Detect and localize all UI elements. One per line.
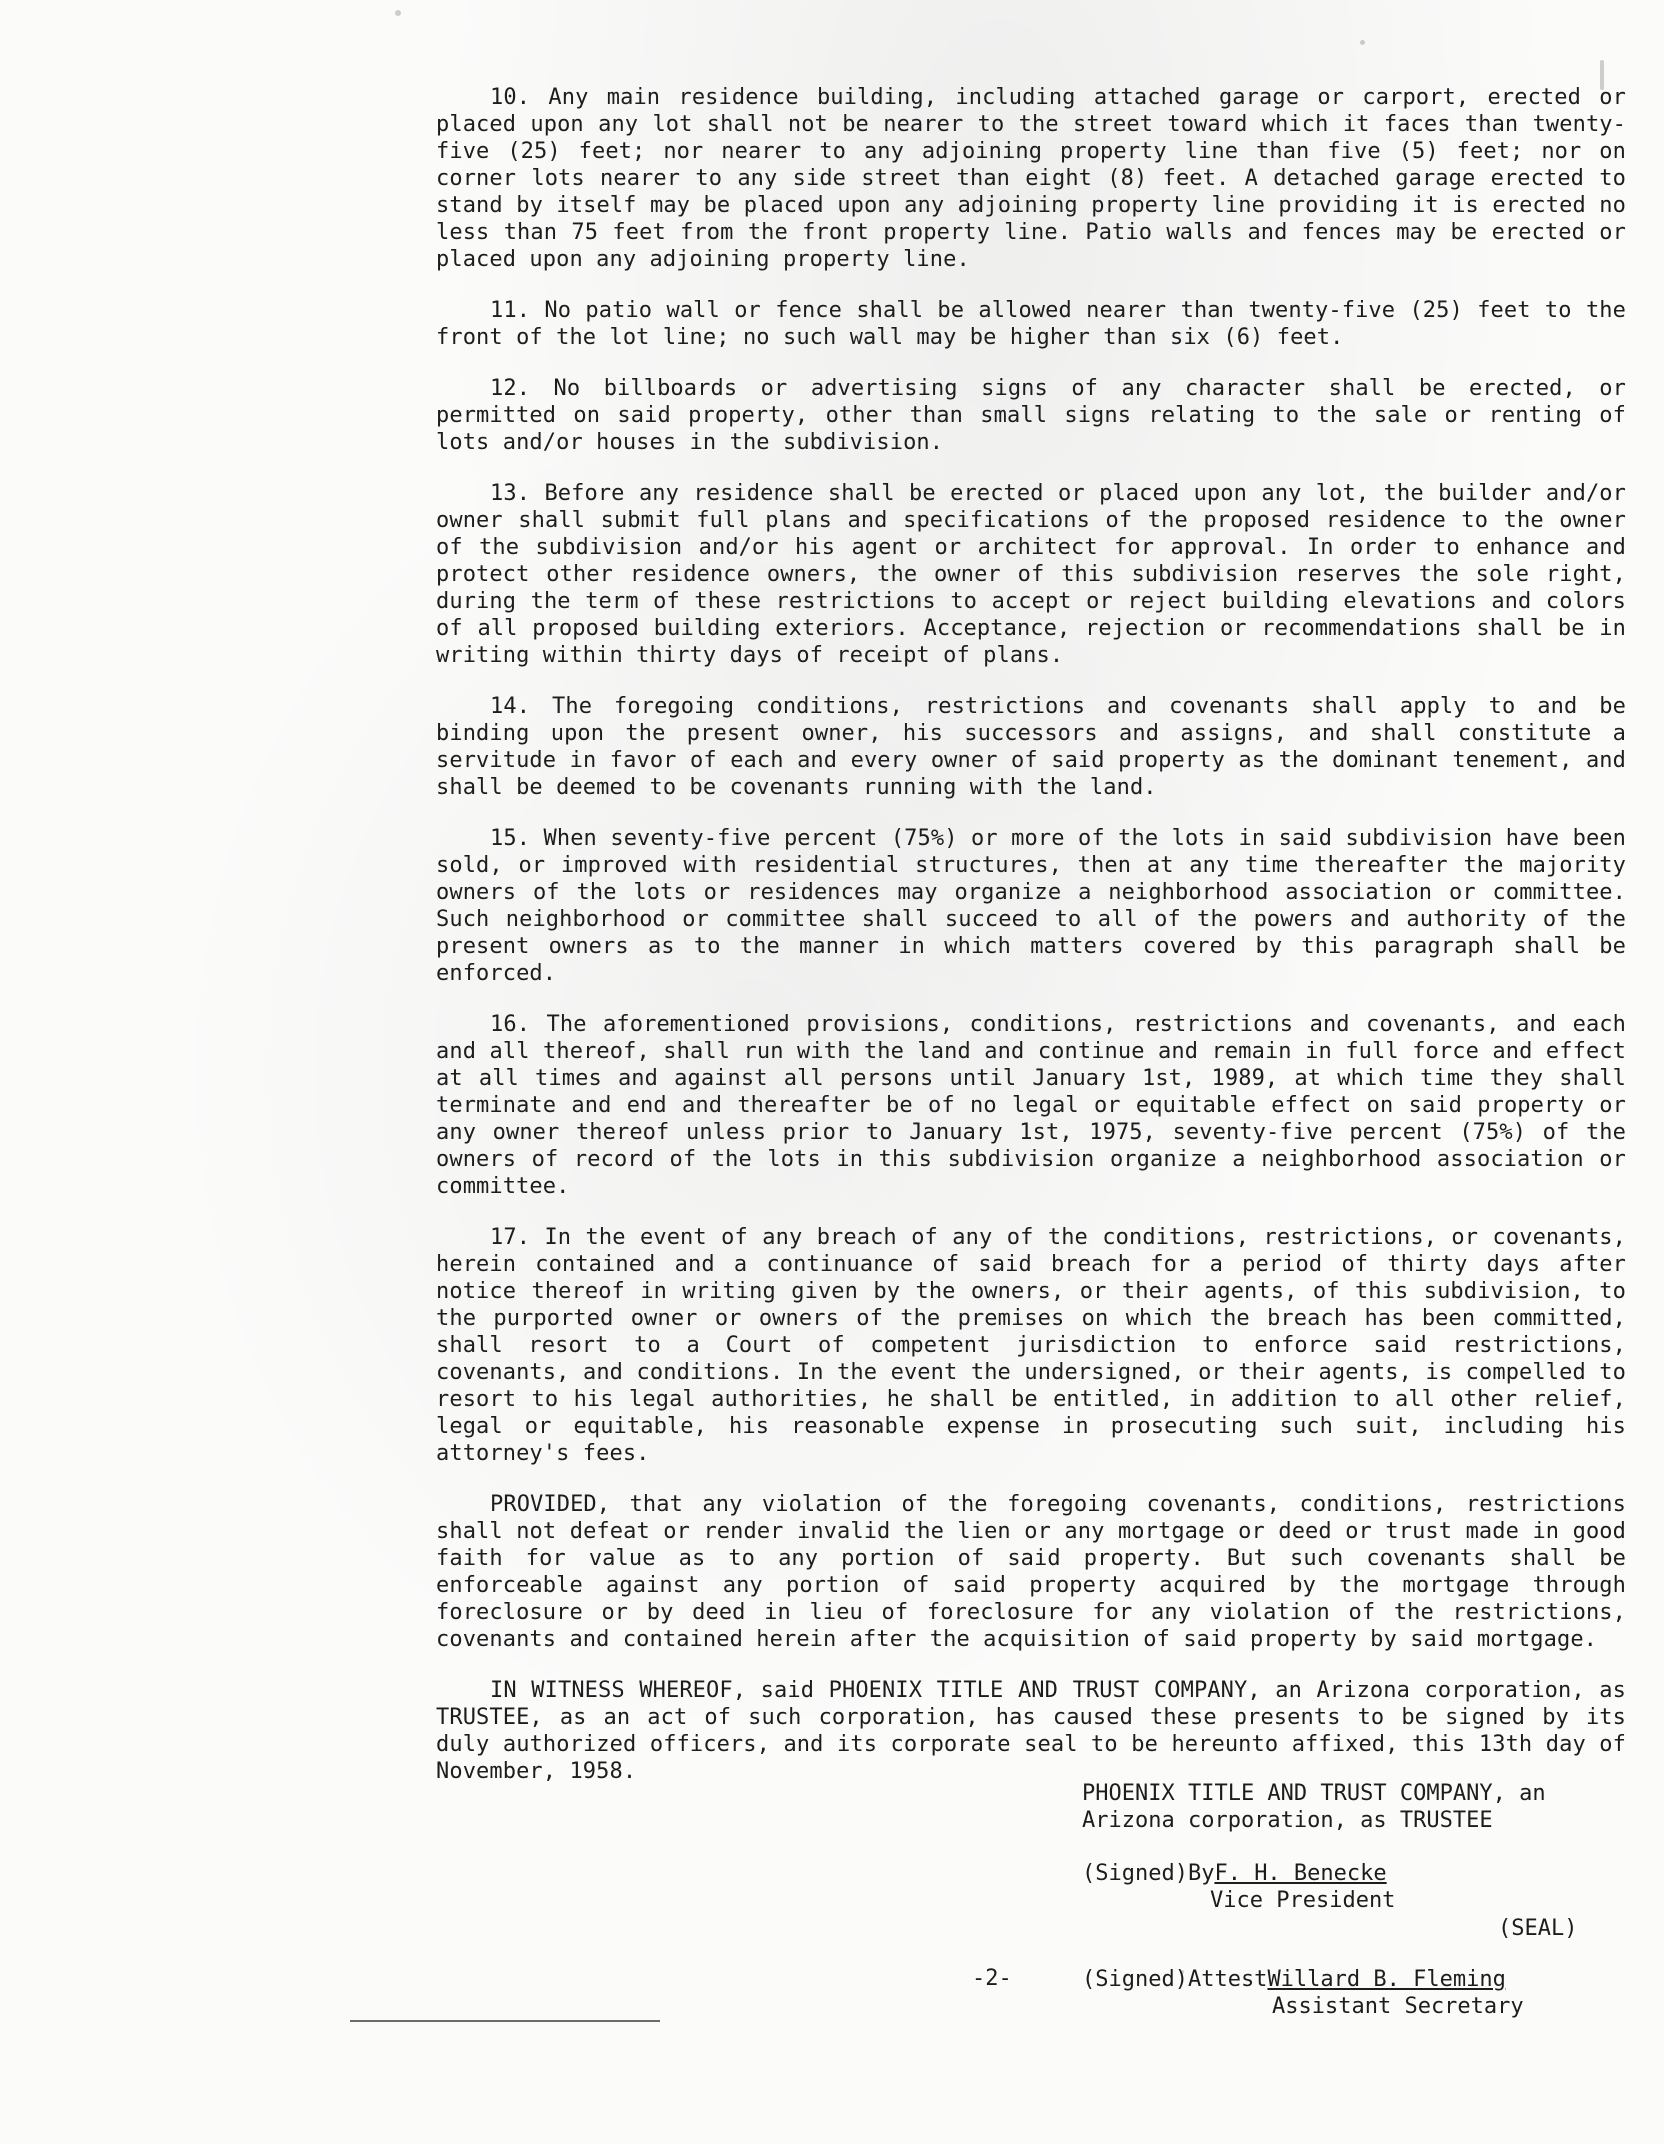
company-line-2: Arizona corporation, as TRUSTEE: [1082, 1808, 1493, 1833]
document-body: [436, 84, 1626, 1809]
signed-by-line: [1082, 1860, 1602, 1887]
attest-title: Assistant Secretary: [1272, 1994, 1524, 2019]
attest-line: [1082, 1966, 1602, 1993]
scan-speck: [1600, 60, 1604, 90]
paragraph-14: 14. The foregoing conditions, restrictions and covenants shall apply to and be binding upon the present owner, his successors and assigns, and shall constitute a servitude in favor of each and every owner of said property as the dominant tenement, and shall be deemed to be covenants running with the land.: [436, 694, 1626, 800]
paragraph-15: 15. When seventy-five percent (75%) or more of the lots in said subdivision have been sold, or improved with residential structures, then at any time thereafter the majority owners of the lots or residences may organize a neighborhood association or committee. Such neighborhood or committee shall succeed to all of the powers and authority of the present owners as to the manner in which matters covered by this paragraph shall be enforced.: [436, 826, 1626, 986]
attest-name: Willard B. Fleming: [1267, 1967, 1506, 1992]
bottom-rule: [350, 2020, 660, 2022]
page-number: -2-: [972, 1966, 1012, 1991]
scan-speck: [1180, 1970, 1184, 1974]
seal-label: (SEAL): [1498, 1916, 1578, 1941]
signed-by-title: Vice President: [1210, 1888, 1396, 1913]
attest-prefix: (Signed)Attest: [1082, 1967, 1268, 1992]
scan-speck: [395, 10, 401, 16]
paragraph-10: 10. Any main residence building, including attached garage or carport, erected or placed upon any lot shall not be nearer to the street toward which it faces than twenty-five (25) feet; nor nearer to any adjoining property line than five (5) feet; nor on corner lots nearer to any side street than eight (8) feet. A detached garage erected to stand by itself may be placed upon any adjoining property line providing it is erected no less than 75 feet from the front property line. Patio walls and fences may be erected or placed upon any adjoining property line.: [436, 85, 1626, 272]
signed-by-name: F. H. Benecke: [1214, 1861, 1387, 1886]
paragraph-16: 16. The aforementioned provisions, conditions, restrictions and covenants, and each and all thereof, shall run with the land and continue and remain in full force and effect at all times and against all persons until January 1st, 1989, at which time they shall terminate and end and thereafter be of no legal or equitable effect on said property or any owner thereof unless prior to January 1st, 1975, seventy-five percent (75%) of the owners of record of the lots in this subdivision organize a neighborhood association or committee.: [436, 1012, 1626, 1199]
company-line-1: PHOENIX TITLE AND TRUST COMPANY, an: [1082, 1781, 1546, 1806]
paragraph-12: 12. No billboards or advertising signs of any character shall be erected, or permitted on said property, other than small signs relating to the sale or renting of lots and/or houses in the subdivision.: [436, 376, 1626, 455]
paragraph-provided: PROVIDED, that any violation of the foregoing covenants, conditions, restrictions shall not defeat or render invalid the lien or any mortgage or deed or trust made in good faith for value as to any portion of said property. But such covenants shall be enforceable against any portion of said property acquired by the mortgage through foreclosure or by deed in lieu of foreclosure for any violation of the restrictions, covenants and contained herein after the acquisition of said property by said mortgage.: [436, 1492, 1626, 1652]
paragraph-11: 11. No patio wall or fence shall be allowed nearer than twenty-five (25) feet to the front of the lot line; no such wall may be higher than six (6) feet.: [436, 298, 1626, 350]
paragraph-17: 17. In the event of any breach of any of the conditions, restrictions, or covenants, herein contained and a continuance of said breach for a period of thirty days after notice thereof in writing given by the owners, or their agents, of this subdivision, to the purported owner or owners of the premises on which the breach has been committed, shall resort to a Court of competent jurisdiction to enforce said restrictions, covenants, and conditions. In the event the undersigned, or their agents, is compelled to resort to his legal authorities, he shall be entitled, in addition to all other relief, legal or equitable, his reasonable expense in prosecuting such suit, including his attorney's fees.: [436, 1225, 1626, 1466]
paragraph-in-witness: IN WITNESS WHEREOF, said PHOENIX TITLE AND TRUST COMPANY, an Arizona corporation, as TRUSTEE, as an act of such corporation, has caused these presents to be signed by its duly authorized officers, and its corporate seal to be hereunto affixed, this 13th day of November, 1958.: [436, 1678, 1626, 1784]
signature-block: [1082, 1780, 1602, 2020]
paragraph-13: 13. Before any residence shall be erected or placed upon any lot, the builder and/or owner shall submit full plans and specifications of the proposed residence to the owner of the subdivision and/or his agent or architect for approval. In order to enhance and protect other residence owners, the owner of this subdivision reserves the sole right, during the term of these restrictions to accept or reject building elevations and colors of all proposed building exteriors. Acceptance, rejection or recommendations shall be in writing within thirty days of receipt of plans.: [436, 481, 1626, 668]
signed-by-prefix: (Signed)By: [1082, 1861, 1215, 1886]
scan-speck: [1360, 40, 1365, 45]
